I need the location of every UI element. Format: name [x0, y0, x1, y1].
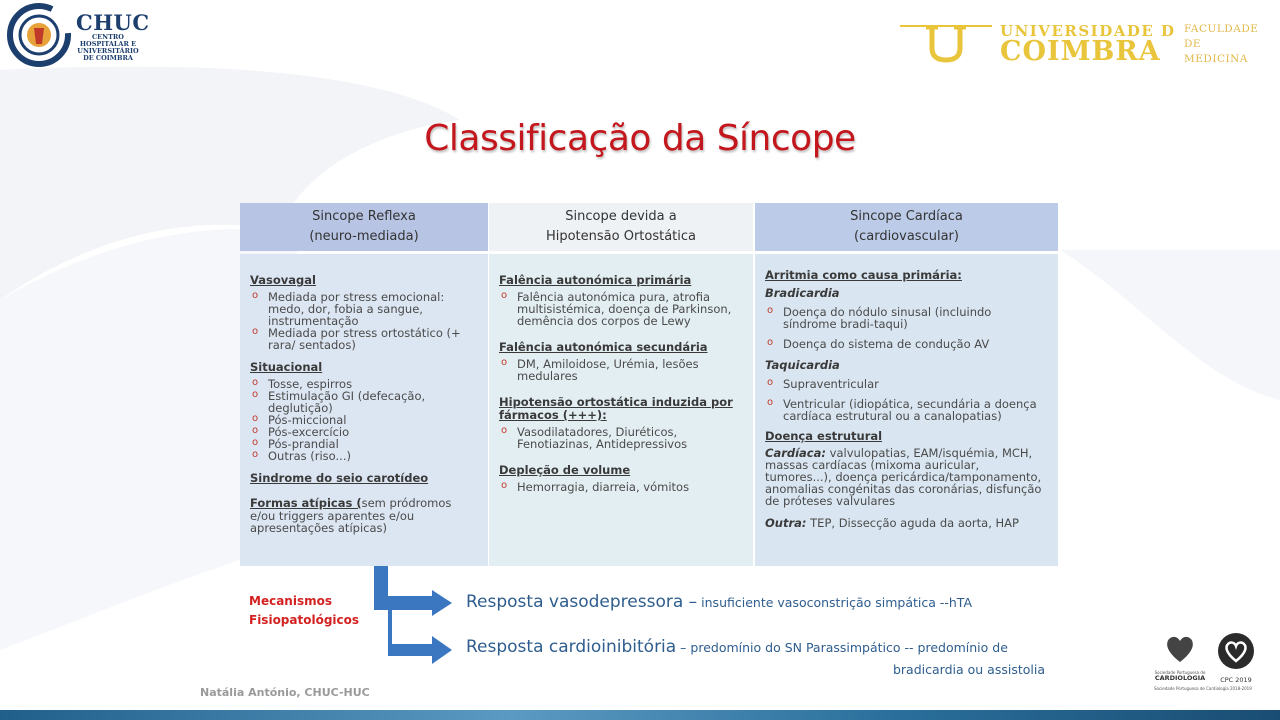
mechanism-arrows-icon: [370, 566, 460, 666]
cardiaca-label: Cardíaca:: [765, 446, 826, 460]
cardiaca-text: valvulopatias, EAM/isquémia, MCH, massas cardíacas (mixoma auricular, tumores...), doença pericárdica/tamponamento, anomalias congénitas das coronárias, disfunção de próteses valvulares: [765, 446, 1042, 508]
chuc-title: CHUC: [76, 10, 150, 35]
list-item: o Falência autonómica pura, atrofia multisistémica, doença de Parkinson, demência dos corpos de Lewy: [499, 291, 743, 327]
cpc-logo: [1214, 632, 1258, 684]
subsection-bradicardia: Bradicardia: [765, 286, 840, 300]
section-deplecao: Depleção de volume: [499, 463, 631, 477]
cardiaca-paragraph: [765, 447, 1048, 507]
list-item: o Supraventricular: [765, 378, 1048, 390]
uc-faculty-line: DE: [1184, 38, 1202, 50]
outra-text: TEP, Dissecção aguda da aorta, HAP: [806, 516, 1019, 530]
list-falencia-primaria: [499, 291, 743, 327]
resp2-detail-line2: bradicardia ou assistolia: [892, 662, 1045, 677]
list-item: o Outras (riso...): [250, 450, 478, 462]
mechanisms-label-line: Mecanismos: [249, 594, 332, 608]
chuc-emblem-icon: [6, 2, 72, 68]
resp1-detail: insuficiente vasoconstrição simpática --hTA: [697, 595, 973, 610]
slide-title: Classificação da Síncope: [424, 118, 856, 159]
col-header-cardiaca: [755, 203, 1058, 251]
footer-bar: [0, 710, 1280, 720]
section-situacional: Situacional: [250, 360, 323, 374]
col-header-line: (cardiovascular): [854, 229, 959, 244]
uc-faculty-line: MEDICINA: [1184, 53, 1248, 65]
section-falencia-primaria: Falência autonómica primária: [499, 273, 692, 287]
uc-faculty: [1184, 22, 1258, 67]
uc-logo: [898, 18, 1278, 68]
list-farmacos: [499, 426, 743, 450]
spc-line1: Sociedade Portuguesa de: [1154, 670, 1206, 675]
section-doenca-estrutural: Doença estrutural: [765, 429, 883, 443]
col-header-line: (neuro-mediada): [309, 229, 419, 244]
spc-heart-icon: [1163, 632, 1197, 666]
resp1-main: Resposta vasodepressora –: [466, 592, 698, 612]
mechanisms-label-line: Fisiopatológicos: [249, 613, 360, 627]
list-item: o Doença do nódulo sinusal (incluindo síndrome bradi-taqui): [765, 306, 1048, 330]
list-vasovagal: [250, 291, 478, 351]
mechanisms-label: [249, 592, 359, 630]
col-header-line: Hipotensão Ortostática: [545, 229, 697, 244]
cpc-label: CPC 2019: [1220, 676, 1252, 684]
uc-faculty-line: FACULDADE: [1184, 23, 1259, 35]
list-item: o Estimulação GI (defecação, deglutição): [250, 390, 478, 414]
cpc-heart-icon: [1217, 632, 1255, 670]
outra-paragraph: [765, 517, 1048, 529]
list-deplecao: [499, 481, 743, 493]
resp2-main: Resposta cardioinibitória: [466, 637, 677, 657]
resp2-detail: – predomínio do SN Parassimpático -- predomínio de: [676, 640, 1008, 655]
uc-line2: COIMBRA: [1000, 36, 1161, 67]
col-header-ortostatica: [489, 203, 753, 251]
section-formas-atipicas: [250, 497, 478, 534]
spc-logo: [1150, 632, 1210, 682]
col-header-line: Sincope Reflexa: [312, 209, 416, 224]
outra-label: Outra:: [765, 516, 807, 530]
col-body-reflexa: [240, 254, 488, 566]
spc-note: Sociedade Portuguesa de Cardiologia 2018-2019: [1154, 686, 1252, 691]
formas-atipicas-text: sem pródromos e/ou triggers aparentes e/ou apresentações atípicas): [250, 496, 452, 535]
list-situacional: [250, 378, 478, 462]
list-item: o Hemorragia, diarreia, vómitos: [499, 481, 743, 493]
subsection-taquicardia: Taquicardia: [765, 358, 840, 372]
col-body-ortostatica: [489, 254, 753, 566]
list-item: o Ventricular (idiopática, secundária a doença cardíaca estrutural ou a canalopatias): [765, 398, 1048, 422]
list-item: o Pós-prandial: [250, 438, 478, 450]
chuc-logo: [6, 0, 150, 70]
col-header-line: Sincope Cardíaca: [850, 209, 963, 224]
resp-cardioinibitoria: [466, 637, 1066, 657]
list-taquicardia: [765, 378, 1048, 422]
uc-line1: UNIVERSIDADE D: [1000, 22, 1176, 40]
list-item: o Doença do sistema de condução AV: [765, 338, 1048, 350]
spc-line2: CARDIOLOGIA: [1154, 674, 1206, 682]
list-item: o Mediada por stress emocional: medo, dor, fobia a sangue, instrumentação: [250, 291, 478, 327]
section-seio-carotideo: Sindrome do seio carotídeo: [250, 471, 429, 485]
section-falencia-secundaria: Falência autonómica secundária: [499, 340, 708, 354]
list-item: o Vasodilatadores, Diuréticos, Fenotiazinas, Antidepressivos: [499, 426, 743, 450]
list-item: o Mediada por stress ortostático (+ rara/ sentados): [250, 327, 478, 351]
list-item: o Pós-excercício: [250, 426, 478, 438]
col-body-cardiaca: [755, 254, 1058, 566]
formas-atipicas-title: Formas atípicas (: [250, 496, 362, 510]
uc-u-emblem-icon: [898, 18, 994, 64]
list-bradicardia: [765, 306, 1048, 350]
col-header-line: Sincope devida a: [565, 209, 677, 224]
resp-vasodepressora: [466, 592, 972, 612]
list-item: o DM, Amiloidose, Urémia, lesões medulares: [499, 358, 743, 382]
section-vasovagal: Vasovagal: [250, 273, 316, 287]
list-falencia-secundaria: [499, 358, 743, 382]
section-farmacos: Hipotensão ortostática induzida por fármacos (+++):: [499, 395, 733, 422]
list-item: o Pós-miccional: [250, 414, 478, 426]
section-arritmia: Arritmia como causa primária:: [765, 268, 962, 282]
list-item: o Tosse, espirros: [250, 378, 478, 390]
col-header-reflexa: [240, 203, 488, 251]
author: Natália António, CHUC-HUC: [200, 686, 370, 699]
chuc-subtitle: CENTRO HOSPITALAR E UNIVERSITÁRIO DE COIMBRA: [77, 33, 139, 62]
